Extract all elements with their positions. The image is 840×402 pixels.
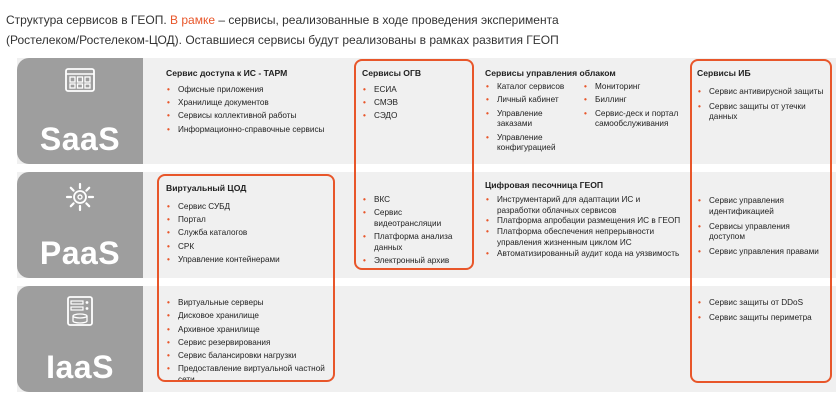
list-item: • Платформа обеспечения непрерывности управления жизненным циклом ИС — [485, 227, 685, 249]
ib-highlight-frame — [690, 59, 832, 383]
list-item: • Хранилище документов — [166, 98, 346, 109]
saas-ib-title: Сервисы ИБ — [697, 68, 751, 78]
saas-cloud-block — [485, 68, 685, 153]
server-icon — [67, 296, 93, 326]
paas-sandbox-title: Цифровая песочница ГЕОП — [485, 180, 604, 190]
virtual-cod-highlight-frame — [157, 174, 335, 382]
paas-sandbox-block — [485, 180, 685, 262]
saas-ogv-title: Сервисы ОГВ — [362, 68, 422, 78]
list-item: • Биллинг — [583, 95, 683, 106]
list-item: • Личный кабинет — [485, 95, 579, 106]
saas-tab — [17, 58, 143, 164]
list-item: • ВКС — [362, 195, 468, 206]
caption-highlight: В рамке — [170, 13, 216, 27]
saas-label: SaaS — [39, 121, 121, 157]
list-item: • Сервисы коллективной работы — [166, 111, 346, 122]
list-item: • ЕСИА — [362, 85, 468, 96]
list-item: • Сервис защиты от DDoS — [697, 298, 825, 309]
list-item: • Служба каталогов — [166, 228, 326, 239]
gear-icon — [65, 182, 95, 212]
paas-virtual-cod-title: Виртуальный ЦОД — [166, 183, 247, 193]
iaas-tab — [17, 286, 143, 392]
list-item: • СРК — [166, 242, 326, 253]
list-item: • Сервис балансировки нагрузки — [166, 351, 334, 362]
list-item: • Сервис антивирусной защиты — [697, 87, 825, 98]
list-item: • СЭДО — [362, 111, 468, 122]
caption-part1: Структура сервисов в ГЕОП. — [6, 13, 171, 27]
list-item: • Офисные приложения — [166, 85, 346, 96]
list-item: • Электронный архив — [362, 256, 468, 267]
saas-access-block — [166, 68, 346, 138]
list-item: • СМЭВ — [362, 98, 468, 109]
list-item: • Сервис-деск и портал самообслуживания — [583, 109, 683, 131]
list-item: • Сервисы управления доступом — [697, 222, 825, 244]
paas-label: PaaS — [39, 235, 121, 271]
list-item: • Управление контейнерами — [166, 255, 326, 266]
list-item: • Архивное хранилище — [166, 325, 334, 336]
list-item: • Портал — [166, 215, 326, 226]
list-item: • Платформа апробации размещения ИС в ГЕОП — [485, 216, 685, 227]
list-item: • Сервис управления правами — [697, 247, 825, 258]
list-item: • Управление конфигурацией — [485, 133, 579, 155]
list-item: • Инструментарий для адаптации ИС и разработки облачных сервисов — [485, 195, 685, 217]
list-item: • Сервис СУБД — [166, 202, 326, 213]
window-grid-icon — [65, 68, 95, 92]
list-item: • Сервис управления идентификацией — [697, 196, 825, 218]
list-item: • Сервис резервирования — [166, 338, 334, 349]
list-item: • Сервис защиты от утечки данных — [697, 102, 825, 124]
list-item: • Виртуальные серверы — [166, 298, 334, 309]
paas-tab — [17, 172, 143, 278]
list-item: • Предоставление виртуальной частной сети — [166, 364, 334, 386]
list-item: • Сервис видеотрансляции — [362, 208, 468, 230]
list-item: • Автоматизированный аудит кода на уязвимость — [485, 249, 685, 260]
diagram-caption — [6, 10, 559, 50]
list-item: • Информационно-справочные сервисы — [166, 125, 346, 136]
list-item: • Мониторинг — [583, 82, 683, 93]
list-item: • Платформа анализа данных — [362, 232, 468, 254]
list-item: • Дисковое хранилище — [166, 311, 334, 322]
saas-access-title: Сервис доступа к ИС - ТАРМ — [166, 68, 288, 78]
ogv-highlight-frame — [354, 59, 474, 270]
iaas-label: IaaS — [46, 349, 114, 385]
caption-line2: (Ростелеком/Ростелеком-ЦОД). Оставшиеся сервисы будут реализованы в рамках развития ГЕОП — [6, 33, 559, 47]
list-item: • Управление заказами — [485, 109, 579, 131]
list-item: • Каталог сервисов — [485, 82, 579, 93]
list-item: • Сервис защиты периметра — [697, 313, 825, 324]
saas-cloud-title: Сервисы управления облаком — [485, 68, 616, 78]
caption-part2: – сервисы, реализованные в ходе проведения эксперимента — [215, 13, 559, 27]
